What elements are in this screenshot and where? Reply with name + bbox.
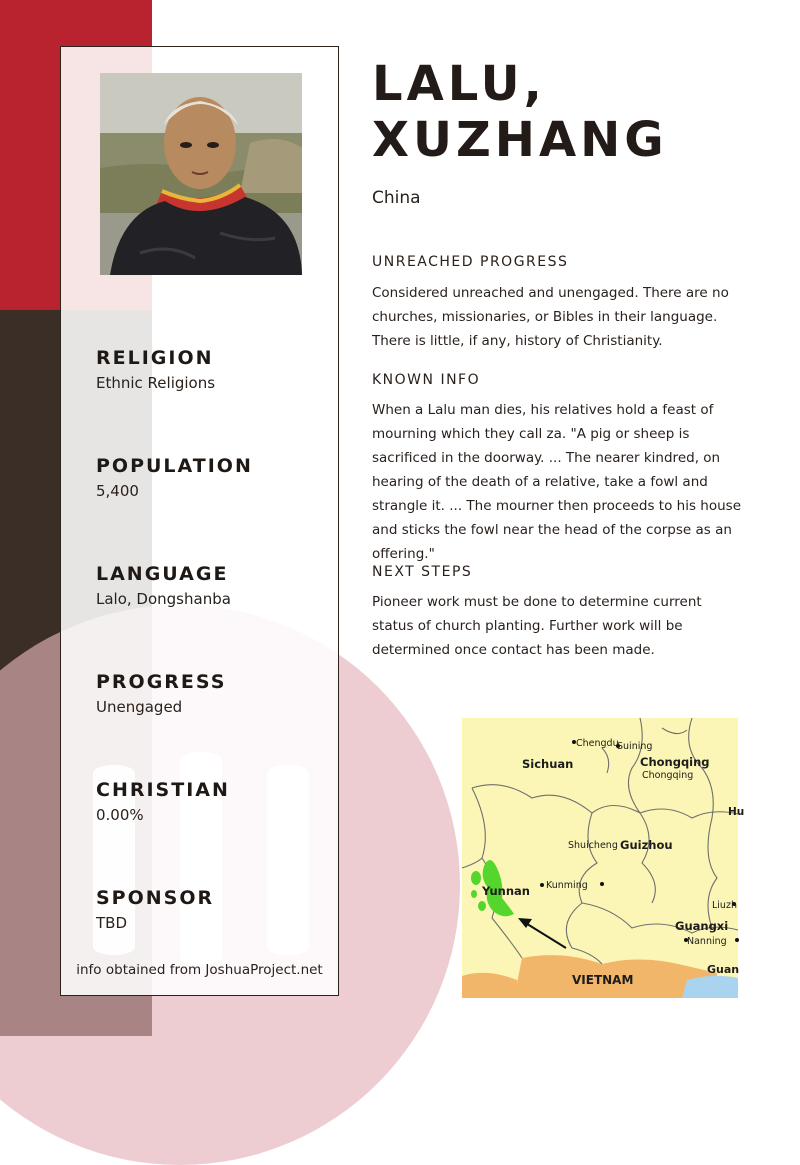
section-heading-known: KNOWN INFO [372,372,481,388]
title-line: XUZHANG [372,112,668,168]
stat-label: SPONSOR [96,887,215,909]
map-label: Chengdu [576,738,619,749]
section-heading-next: NEXT STEPS [372,564,473,580]
title-line: LALU, [372,56,546,112]
stat-value: Ethnic Religions [96,374,216,392]
map-label: Liuzh [712,900,737,911]
stat-progress [96,671,226,716]
map-label: Yunnan [482,884,530,898]
map-label: Guan [707,963,740,976]
stat-label: PROGRESS [96,671,227,693]
section-text-unreached: Considered unreached and unengaged. There are no churches, missionaries, or Bibles in their language. There is little, if any, history of Christianity. [372,285,729,349]
country-label: China [372,188,421,208]
map-label: Nanning [687,936,727,947]
map-label: Guangxi [675,919,729,933]
stat-label: CHRISTIAN [96,779,230,801]
map-label: Chongqing [642,770,694,781]
map-label: VIETNAM [572,973,634,987]
stat-religion [96,347,215,392]
stat-language [96,563,231,608]
stat-value: 5,400 [96,482,139,500]
section-text-next: Pioneer work must be done to determine current status of church planting. Further work will be determined once contact has been made. [372,594,702,658]
profile-photo [100,73,302,275]
map-label: Sichuan [522,757,574,771]
photo-illustration [100,73,302,275]
region-map [462,718,745,998]
stat-value: Lalo, Dongshanba [96,590,231,608]
stat-value: 0.00% [96,806,144,824]
map-label: Hu [728,806,745,818]
stat-population [96,455,253,500]
stat-value: Unengaged [96,698,183,716]
map-label: Suining [617,741,653,752]
stat-value: TBD [96,914,128,932]
decor-pillar [267,765,309,955]
map-graphic [462,718,745,998]
section-text-known: When a Lalu man dies, his relatives hold a feast of mourning which they call za. "A pig or sheep is sacrificed in the doorway. ... The nearer kindred, on hearing of the death of a relative, take a fowl and strangle it. ... The mourner then proceeds to his house and sticks the fowl near the head of the corpse as an offering." [372,402,741,562]
map-label: Guizhou [620,838,673,852]
page-title [372,56,668,168]
source-credit: info obtained from JoshuaProject.net [76,962,323,978]
stat-label: POPULATION [96,455,253,477]
stat-christian [96,779,230,824]
map-label: Shuicheng [568,840,618,851]
map-label: Chongqing [640,755,710,769]
stat-label: RELIGION [96,347,214,369]
stat-sponsor [96,887,214,932]
section-heading-unreached: UNREACHED PROGRESS [372,254,569,270]
stat-label: LANGUAGE [96,563,229,585]
map-label: Kunming [546,880,588,891]
